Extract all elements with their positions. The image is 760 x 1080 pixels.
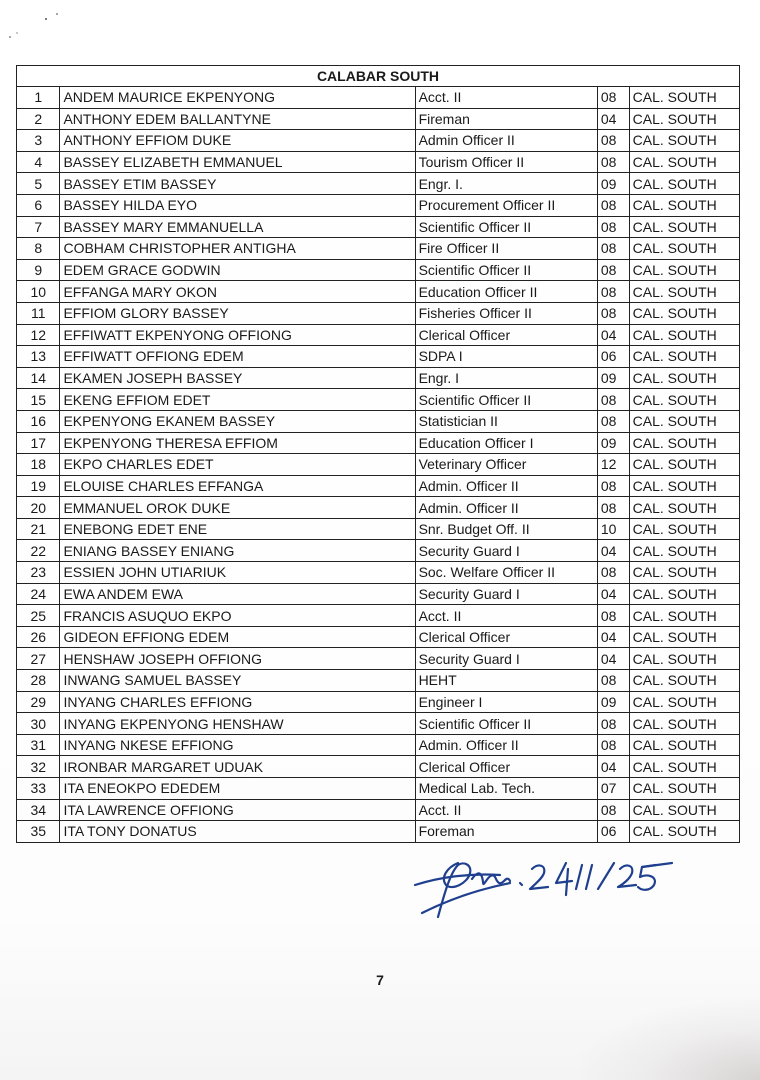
serial-number-cell: 13 — [17, 346, 60, 368]
staff-name-cell: EKPENYONG THERESA EFFIOM — [60, 432, 415, 454]
grade-level-cell: 09 — [597, 691, 629, 713]
grade-level-cell: 04 — [597, 648, 629, 670]
table-row — [17, 238, 740, 260]
grade-level-cell: 08 — [597, 475, 629, 497]
serial-number-cell: 18 — [17, 454, 60, 476]
grade-level-cell: 08 — [597, 799, 629, 821]
table-row — [17, 799, 740, 821]
table-row — [17, 454, 740, 476]
rank-cell: Acct. II — [415, 605, 597, 627]
table-row — [17, 778, 740, 800]
rank-cell: HEHT — [415, 670, 597, 692]
rank-cell: Procurement Officer II — [415, 194, 597, 216]
lga-cell: CAL. SOUTH — [629, 713, 739, 735]
grade-level-cell: 04 — [597, 626, 629, 648]
lga-cell: CAL. SOUTH — [629, 583, 739, 605]
lga-cell: CAL. SOUTH — [629, 497, 739, 519]
staff-name-cell: EFFIWATT OFFIONG EDEM — [60, 346, 415, 368]
rank-cell: Admin. Officer II — [415, 475, 597, 497]
serial-number-cell: 19 — [17, 475, 60, 497]
grade-level-cell: 08 — [597, 216, 629, 238]
serial-number-cell: 14 — [17, 367, 60, 389]
serial-number-cell: 16 — [17, 410, 60, 432]
rank-cell: Education Officer I — [415, 432, 597, 454]
scan-specks — [0, 0, 80, 50]
staff-name-cell: ITA TONY DONATUS — [60, 821, 415, 843]
serial-number-cell: 3 — [17, 130, 60, 152]
table-row — [17, 87, 740, 109]
rank-cell: Admin. Officer II — [415, 734, 597, 756]
serial-number-cell: 1 — [17, 87, 60, 109]
page-shadow — [580, 1000, 760, 1080]
table-row — [17, 648, 740, 670]
rank-cell: Fireman — [415, 108, 597, 130]
lga-cell: CAL. SOUTH — [629, 108, 739, 130]
serial-number-cell: 29 — [17, 691, 60, 713]
grade-level-cell: 08 — [597, 670, 629, 692]
lga-cell: CAL. SOUTH — [629, 281, 739, 303]
staff-name-cell: ENIANG BASSEY ENIANG — [60, 540, 415, 562]
grade-level-cell: 08 — [597, 130, 629, 152]
table-row — [17, 691, 740, 713]
grade-level-cell: 06 — [597, 346, 629, 368]
staff-name-cell: ANTHONY EDEM BALLANTYNE — [60, 108, 415, 130]
serial-number-cell: 34 — [17, 799, 60, 821]
serial-number-cell: 30 — [17, 713, 60, 735]
lga-cell: CAL. SOUTH — [629, 691, 739, 713]
lga-cell: CAL. SOUTH — [629, 756, 739, 778]
rank-cell: Medical Lab. Tech. — [415, 778, 597, 800]
rank-cell: Foreman — [415, 821, 597, 843]
table-row — [17, 518, 740, 540]
staff-name-cell: ITA LAWRENCE OFFIONG — [60, 799, 415, 821]
grade-level-cell: 09 — [597, 432, 629, 454]
table-row — [17, 130, 740, 152]
staff-name-cell: HENSHAW JOSEPH OFFIONG — [60, 648, 415, 670]
table-row — [17, 475, 740, 497]
rank-cell: Tourism Officer II — [415, 151, 597, 173]
staff-name-cell: ELOUISE CHARLES EFFANGA — [60, 475, 415, 497]
staff-name-cell: COBHAM CHRISTOPHER ANTIGHA — [60, 238, 415, 260]
table-row — [17, 389, 740, 411]
table-row — [17, 670, 740, 692]
serial-number-cell: 5 — [17, 173, 60, 195]
grade-level-cell: 08 — [597, 194, 629, 216]
section-title: CALABAR SOUTH — [17, 66, 740, 87]
serial-number-cell: 31 — [17, 734, 60, 756]
staff-name-cell: BASSEY HILDA EYO — [60, 194, 415, 216]
staff-name-cell: ANTHONY EFFIOM DUKE — [60, 130, 415, 152]
serial-number-cell: 33 — [17, 778, 60, 800]
serial-number-cell: 32 — [17, 756, 60, 778]
staff-name-cell: INWANG SAMUEL BASSEY — [60, 670, 415, 692]
lga-cell: CAL. SOUTH — [629, 130, 739, 152]
serial-number-cell: 28 — [17, 670, 60, 692]
table-row — [17, 713, 740, 735]
grade-level-cell: 08 — [597, 605, 629, 627]
rank-cell: Scientific Officer II — [415, 713, 597, 735]
lga-cell: CAL. SOUTH — [629, 670, 739, 692]
serial-number-cell: 20 — [17, 497, 60, 519]
table-row — [17, 108, 740, 130]
serial-number-cell: 8 — [17, 238, 60, 260]
lga-cell: CAL. SOUTH — [629, 410, 739, 432]
lga-cell: CAL. SOUTH — [629, 648, 739, 670]
table-row — [17, 540, 740, 562]
grade-level-cell: 08 — [597, 259, 629, 281]
lga-cell: CAL. SOUTH — [629, 475, 739, 497]
serial-number-cell: 10 — [17, 281, 60, 303]
rank-cell: Acct. II — [415, 87, 597, 109]
staff-name-cell: INYANG CHARLES EFFIONG — [60, 691, 415, 713]
staff-name-cell: IRONBAR MARGARET UDUAK — [60, 756, 415, 778]
grade-level-cell: 10 — [597, 518, 629, 540]
table-row — [17, 324, 740, 346]
staff-name-cell: EFFIOM GLORY BASSEY — [60, 302, 415, 324]
serial-number-cell: 15 — [17, 389, 60, 411]
table-row — [17, 605, 740, 627]
staff-name-cell: EDEM GRACE GODWIN — [60, 259, 415, 281]
rank-cell: Scientific Officer II — [415, 259, 597, 281]
serial-number-cell: 12 — [17, 324, 60, 346]
table-row — [17, 194, 740, 216]
staff-name-cell: EKPENYONG EKANEM BASSEY — [60, 410, 415, 432]
grade-level-cell: 08 — [597, 302, 629, 324]
grade-level-cell: 08 — [597, 151, 629, 173]
handwritten-signature-icon — [410, 855, 690, 935]
grade-level-cell: 04 — [597, 108, 629, 130]
rank-cell: Admin Officer II — [415, 130, 597, 152]
rank-cell: Fire Officer II — [415, 238, 597, 260]
lga-cell: CAL. SOUTH — [629, 259, 739, 281]
roster-body — [17, 87, 740, 843]
grade-level-cell: 04 — [597, 756, 629, 778]
grade-level-cell: 04 — [597, 540, 629, 562]
rank-cell: Veterinary Officer — [415, 454, 597, 476]
grade-level-cell: 08 — [597, 238, 629, 260]
grade-level-cell: 06 — [597, 821, 629, 843]
lga-cell: CAL. SOUTH — [629, 151, 739, 173]
staff-name-cell: ESSIEN JOHN UTIARIUK — [60, 562, 415, 584]
serial-number-cell: 7 — [17, 216, 60, 238]
table-row — [17, 562, 740, 584]
staff-roster-table — [16, 65, 740, 843]
staff-name-cell: ANDEM MAURICE EKPENYONG — [60, 87, 415, 109]
staff-name-cell: ITA ENEOKPO EDEDEM — [60, 778, 415, 800]
lga-cell: CAL. SOUTH — [629, 540, 739, 562]
table-row — [17, 173, 740, 195]
grade-level-cell: 07 — [597, 778, 629, 800]
serial-number-cell: 6 — [17, 194, 60, 216]
staff-name-cell: INYANG EKPENYONG HENSHAW — [60, 713, 415, 735]
lga-cell: CAL. SOUTH — [629, 87, 739, 109]
staff-name-cell: EMMANUEL OROK DUKE — [60, 497, 415, 519]
lga-cell: CAL. SOUTH — [629, 238, 739, 260]
table-row — [17, 151, 740, 173]
serial-number-cell: 24 — [17, 583, 60, 605]
rank-cell: Engineer I — [415, 691, 597, 713]
grade-level-cell: 08 — [597, 497, 629, 519]
rank-cell: Education Officer II — [415, 281, 597, 303]
table-row — [17, 432, 740, 454]
lga-cell: CAL. SOUTH — [629, 216, 739, 238]
staff-name-cell: EKENG EFFIOM EDET — [60, 389, 415, 411]
staff-name-cell: EFFIWATT EKPENYONG OFFIONG — [60, 324, 415, 346]
table-row — [17, 302, 740, 324]
lga-cell: CAL. SOUTH — [629, 518, 739, 540]
rank-cell: Scientific Officer II — [415, 216, 597, 238]
staff-name-cell: BASSEY ETIM BASSEY — [60, 173, 415, 195]
rank-cell: Acct. II — [415, 799, 597, 821]
table-row — [17, 367, 740, 389]
grade-level-cell: 08 — [597, 410, 629, 432]
staff-name-cell: INYANG NKESE EFFIONG — [60, 734, 415, 756]
table-row — [17, 756, 740, 778]
rank-cell: Engr. I. — [415, 173, 597, 195]
staff-name-cell: ENEBONG EDET ENE — [60, 518, 415, 540]
lga-cell: CAL. SOUTH — [629, 324, 739, 346]
lga-cell: CAL. SOUTH — [629, 367, 739, 389]
lga-cell: CAL. SOUTH — [629, 734, 739, 756]
serial-number-cell: 17 — [17, 432, 60, 454]
lga-cell: CAL. SOUTH — [629, 562, 739, 584]
table-row — [17, 734, 740, 756]
grade-level-cell: 04 — [597, 324, 629, 346]
rank-cell: Clerical Officer — [415, 626, 597, 648]
rank-cell: Security Guard I — [415, 583, 597, 605]
grade-level-cell: 08 — [597, 734, 629, 756]
lga-cell: CAL. SOUTH — [629, 778, 739, 800]
rank-cell: Soc. Welfare Officer II — [415, 562, 597, 584]
serial-number-cell: 4 — [17, 151, 60, 173]
page-number: 7 — [376, 972, 384, 988]
lga-cell: CAL. SOUTH — [629, 799, 739, 821]
table-row — [17, 626, 740, 648]
serial-number-cell: 35 — [17, 821, 60, 843]
staff-name-cell: BASSEY MARY EMMANUELLA — [60, 216, 415, 238]
serial-number-cell: 9 — [17, 259, 60, 281]
lga-cell: CAL. SOUTH — [629, 821, 739, 843]
rank-cell: Engr. I — [415, 367, 597, 389]
staff-name-cell: EWA ANDEM EWA — [60, 583, 415, 605]
lga-cell: CAL. SOUTH — [629, 432, 739, 454]
rank-cell: Clerical Officer — [415, 756, 597, 778]
serial-number-cell: 25 — [17, 605, 60, 627]
rank-cell: Scientific Officer II — [415, 389, 597, 411]
rank-cell: Snr. Budget Off. II — [415, 518, 597, 540]
serial-number-cell: 23 — [17, 562, 60, 584]
grade-level-cell: 04 — [597, 583, 629, 605]
serial-number-cell: 21 — [17, 518, 60, 540]
lga-cell: CAL. SOUTH — [629, 454, 739, 476]
table-row — [17, 259, 740, 281]
table-row — [17, 410, 740, 432]
table-row — [17, 216, 740, 238]
table-row — [17, 583, 740, 605]
table-row — [17, 346, 740, 368]
lga-cell: CAL. SOUTH — [629, 626, 739, 648]
rank-cell: Statistician II — [415, 410, 597, 432]
grade-level-cell: 08 — [597, 562, 629, 584]
rank-cell: Security Guard I — [415, 540, 597, 562]
grade-level-cell: 08 — [597, 281, 629, 303]
rank-cell: Fisheries Officer II — [415, 302, 597, 324]
serial-number-cell: 2 — [17, 108, 60, 130]
serial-number-cell: 27 — [17, 648, 60, 670]
rank-cell: Security Guard I — [415, 648, 597, 670]
grade-level-cell: 08 — [597, 389, 629, 411]
table-row — [17, 281, 740, 303]
lga-cell: CAL. SOUTH — [629, 389, 739, 411]
grade-level-cell: 12 — [597, 454, 629, 476]
grade-level-cell: 09 — [597, 367, 629, 389]
staff-name-cell: EKAMEN JOSEPH BASSEY — [60, 367, 415, 389]
staff-name-cell: FRANCIS ASUQUO EKPO — [60, 605, 415, 627]
lga-cell: CAL. SOUTH — [629, 302, 739, 324]
staff-name-cell: EFFANGA MARY OKON — [60, 281, 415, 303]
rank-cell: SDPA I — [415, 346, 597, 368]
lga-cell: CAL. SOUTH — [629, 173, 739, 195]
staff-name-cell: GIDEON EFFIONG EDEM — [60, 626, 415, 648]
staff-name-cell: EKPO CHARLES EDET — [60, 454, 415, 476]
lga-cell: CAL. SOUTH — [629, 194, 739, 216]
serial-number-cell: 26 — [17, 626, 60, 648]
table-row — [17, 497, 740, 519]
table-row — [17, 821, 740, 843]
section-header-row — [17, 66, 740, 87]
rank-cell: Clerical Officer — [415, 324, 597, 346]
lga-cell: CAL. SOUTH — [629, 346, 739, 368]
staff-name-cell: BASSEY ELIZABETH EMMANUEL — [60, 151, 415, 173]
rank-cell: Admin. Officer II — [415, 497, 597, 519]
grade-level-cell: 08 — [597, 713, 629, 735]
serial-number-cell: 22 — [17, 540, 60, 562]
grade-level-cell: 09 — [597, 173, 629, 195]
serial-number-cell: 11 — [17, 302, 60, 324]
lga-cell: CAL. SOUTH — [629, 605, 739, 627]
grade-level-cell: 08 — [597, 87, 629, 109]
